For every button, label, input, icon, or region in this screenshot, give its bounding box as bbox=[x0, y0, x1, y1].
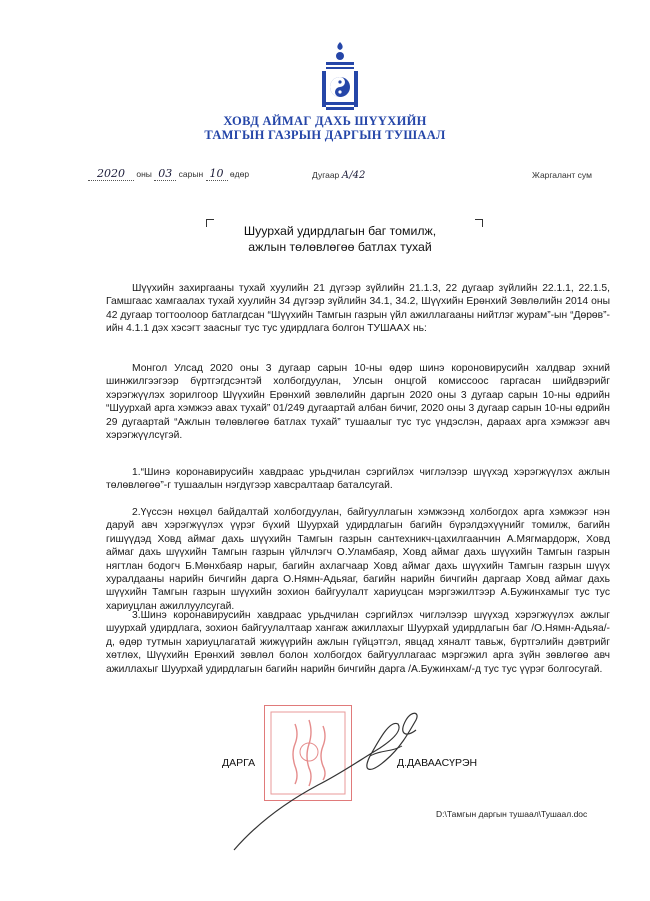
file-path: D:\Тамгын даргын тушаал\Тушаал.doc bbox=[436, 809, 588, 819]
body-paragraph-1: Шүүхийн захиргааны тухай хуулийн 21 дүгээр зүйлийн 21.1.3, 22 дугаар зүйлийн 22.1.1, 22.1.5, Гамшгаас хамгаалах тухай хуулийн 34 дүгээр зүйлийн 34.1, 34.2, Шүүхийн Ерөнхий Зөвлөлийн 2014 оны 42 дугаар тогтоолоор батлагдсан “Шүүхийн Тамгын газрын үйл ажиллагааны нийтлэг журам”-ын “Дөрөв”-ийн 4.1.1 дэх хэсэгт заасныг тус тус удирдлага болгон ТУШААХ нь: bbox=[106, 283, 610, 335]
signature-title: ДАРГА bbox=[222, 757, 256, 769]
order-number-value: А/42 bbox=[341, 170, 366, 181]
body-paragraph-3: 1.“Шинэ коронавирусийн хавдраас урьдчилан сэргийлэх чиглэлээр шүүхэд хэрэгжүүлэх ажлын төлөвлөгөө”-г тушаалын нэгдүгээр хавсралтаар баталсугай. bbox=[106, 467, 610, 492]
place: Жаргалант сум bbox=[532, 170, 592, 180]
handwritten-signature bbox=[220, 690, 440, 860]
topic-line2: ажлын төлөвлөгөө батлах тухай bbox=[248, 240, 432, 254]
topic-line1: Шуурхай удирдлагын баг томилж, bbox=[243, 224, 437, 238]
date-year: 2020 bbox=[88, 167, 134, 181]
date-row bbox=[88, 167, 249, 181]
order-number-label: Дугаар bbox=[312, 170, 340, 180]
org-title-line2: ТАМГЫН ГАЗРЫН ДАРГЫН ТУШААЛ bbox=[204, 128, 446, 142]
date-label-day: өдөр bbox=[229, 169, 250, 179]
body-paragraph-4: 2.Үүссэн нөхцөл байдалтай холбогдуулан, байгууллагын хэмжээнд холбогдох арга хэмжээг нэн даруй авч хэрэгжүүлэх үүрэг бүхий Шуурхай удирдлагын багийн бүрэлдэхүүнийг томилж, багийн гишүүдэд Ховд аймаг дахь шүүхийн Тамгын газрын сантехникч-цахилгаанчин А.Мягмардорж, Ховд аймаг дахь шүүхийн Тамгын газрын үйлчлэгч О.Уламбаяр, Ховд аймаг дахь шүүхийн Тамгын газрын нягтлан бодогч Б.Мөнхбаяр нарыг, багийн ахлагчаар Ховд аймаг дахь шүүхийн Тамгын газрын шүүх хуралдааны нарийн бичгийн дарга О.Нямн-Адьяаг, багийн нарийн бичгийн даргаар Ховд аймаг дахь шүүхийн Тамгын газрын шүүхийн зохион байгуулалт хариуцсан мэргэжилтээр А.Бужинхамыг тус тус хариуцлан ажиллуулсугай. bbox=[106, 507, 610, 612]
date-label-year: оны bbox=[136, 169, 152, 179]
date-label-month: сарын bbox=[178, 169, 204, 179]
order-topic bbox=[190, 223, 490, 255]
order-number bbox=[312, 170, 365, 181]
body-paragraph-2: Монгол Улсад 2020 оны 3 дугаар сарын 10-ны өдөр шинэ короновирусийн халдвар эхний шинжилгээгээр бүртгэгдсэнтэй холбогдуулан, Улсын онцгой комиссоос гаргасан шийдвэрийг хэрэгжүүлэх зорилгоор Шүүхийн Ерөнхий зөвлөлийн даргын 2020 оны 3 дугаар сарын 10-ны өдрийн “Шуурхай арга хэмжээ авах тухай” 01/249 дугаартай албан бичиг, 2020 оны 3 дугаар сарын 10-ны өдрийн 29 дугаартай “Ажлын төлөвлөгөө батлах тухай” тушаалыг тус тус үндэслэн, дараах арга хэмжээг авч хэрэгжүүлсүгэй. bbox=[106, 363, 610, 442]
org-title-line1: ХОВД АЙМАГ ДАХЬ ШҮҮХИЙН bbox=[223, 114, 427, 128]
date-month: 03 bbox=[154, 167, 176, 181]
body-paragraph-5: 3.Шинэ коронавирусийн хавдраас урьдчилан сэргийлэх чиглэлээр шүүхэд хэрэгжүүлэх ажлыг шуурхай удирдлага, зохион байгуулалтаар хангаж ажиллахыг Шуурхай удирдлагын баг /О.Нямн-Адьяа/-д, өдөр тутмын хариуцлагатай жижүүрийн ажлын гүйцэтгэл, явцад хяналт тавьж, бүртгэлийн дэвтрийг хөтлөх, Шүүхийн Ерөнхий зөвлөл болон холбогдох байгууллагаас мэргэжил арга зүйн зөвлөгөө авч ажиллахыг Шуурхай удирдлагын багийн нарийн бичгийн дарга /А.Бужинхам/-д тус тус үүрэг болгосугай. bbox=[106, 610, 610, 675]
signature-name: Д.ДАВААСҮРЭН bbox=[397, 757, 478, 769]
soyombo-emblem-icon bbox=[316, 40, 364, 112]
date-day: 10 bbox=[206, 167, 228, 181]
